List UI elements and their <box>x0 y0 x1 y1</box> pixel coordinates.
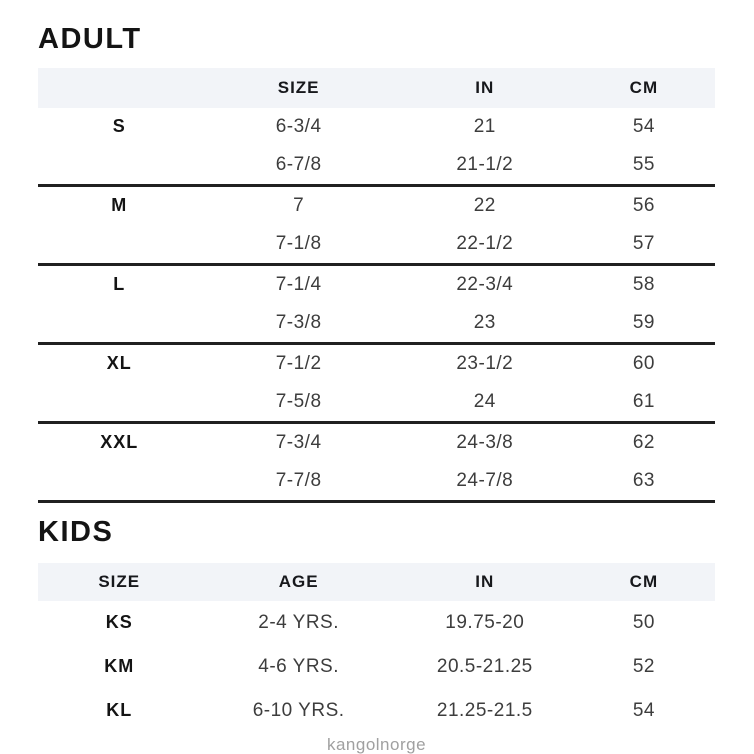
hat-size-cell: 7-1/8 <box>200 225 396 265</box>
table-row <box>38 689 715 733</box>
inches-cell: 22-3/4 <box>456 273 514 295</box>
kids-size-label: KM <box>104 656 135 677</box>
size-group-label-empty <box>38 225 200 265</box>
inches-cell: 22 <box>473 194 496 216</box>
age-cell: 4-6 YRS. <box>258 655 339 677</box>
hat-size-cell: 6-7/8 <box>200 146 396 186</box>
cm-cell: 58 <box>632 273 655 295</box>
inches-cell: 23-1/2 <box>456 352 514 374</box>
inches-cell: 21-1/2 <box>397 146 573 186</box>
size-group-label: S <box>112 116 126 137</box>
table-row <box>38 343 715 383</box>
hat-size-cell: 6-3/4 <box>275 115 322 137</box>
inches-cell: 24 <box>397 383 573 423</box>
hat-size-cell: 7-3/8 <box>200 304 396 344</box>
cm-cell: 57 <box>573 225 715 265</box>
hat-size-cell: 7-1/4 <box>275 273 322 295</box>
column-header-cm: CM <box>573 68 715 108</box>
table-row <box>38 225 715 265</box>
inches-cell: 19.75-20 <box>445 611 525 633</box>
cm-cell: 59 <box>573 304 715 344</box>
brand-watermark: kangolnorge <box>326 734 427 754</box>
cm-cell: 63 <box>573 462 715 502</box>
age-cell: 2-4 YRS. <box>258 611 339 633</box>
table-row <box>38 304 715 344</box>
adult-size-table <box>38 68 715 503</box>
column-header-size: SIZE <box>200 68 396 108</box>
inches-cell: 20.5-21.25 <box>436 655 533 677</box>
kids-size-table <box>38 563 715 733</box>
age-cell: 6-10 YRS. <box>252 699 345 721</box>
cm-cell: 54 <box>632 699 655 721</box>
size-group-label: XXL <box>100 432 139 453</box>
kids-section-title: KIDS <box>38 515 114 548</box>
cm-cell: 62 <box>632 431 655 453</box>
kids-size-label: KL <box>106 700 133 721</box>
cm-cell: 52 <box>632 655 655 677</box>
hat-size-cell: 7 <box>293 194 305 216</box>
size-group-label: L <box>113 274 126 295</box>
hat-size-cell: 7-7/8 <box>200 462 396 502</box>
table-row <box>38 422 715 462</box>
size-group-label: XL <box>106 353 132 374</box>
cm-cell: 50 <box>632 611 655 633</box>
table-row <box>38 108 715 146</box>
table-row <box>38 601 715 645</box>
size-group-label-empty <box>38 304 200 344</box>
cm-cell: 60 <box>632 352 655 374</box>
inches-cell: 22-1/2 <box>397 225 573 265</box>
column-header-size: SIZE <box>38 563 200 601</box>
cm-cell: 54 <box>632 115 655 137</box>
inches-cell: 21.25-21.5 <box>436 699 533 721</box>
size-group-label-empty <box>38 146 200 186</box>
column-header-age: AGE <box>200 563 396 601</box>
cm-cell: 56 <box>632 194 655 216</box>
kids-size-label: KS <box>105 612 133 633</box>
table-row <box>38 462 715 502</box>
inches-cell: 24-3/8 <box>456 431 514 453</box>
column-header-in: IN <box>397 68 573 108</box>
inches-cell: 24-7/8 <box>397 462 573 502</box>
cm-cell: 61 <box>573 383 715 423</box>
column-header-blank <box>38 68 200 108</box>
cm-cell: 55 <box>573 146 715 186</box>
column-header-cm: CM <box>573 563 715 601</box>
kids-header-row <box>38 563 715 601</box>
size-group-label-empty <box>38 383 200 423</box>
hat-size-cell: 7-3/4 <box>275 431 322 453</box>
inches-cell: 23 <box>397 304 573 344</box>
table-row <box>38 146 715 186</box>
hat-size-cell: 7-1/2 <box>275 352 322 374</box>
inches-cell: 21 <box>473 115 496 137</box>
size-group-label: M <box>111 195 128 216</box>
table-row <box>38 383 715 423</box>
adult-header-row <box>38 68 715 108</box>
column-header-in: IN <box>397 563 573 601</box>
adult-section-title: ADULT <box>38 23 142 55</box>
table-row <box>38 185 715 225</box>
size-group-label-empty <box>38 462 200 502</box>
hat-size-cell: 7-5/8 <box>200 383 396 423</box>
table-row <box>38 645 715 689</box>
table-row <box>38 264 715 304</box>
